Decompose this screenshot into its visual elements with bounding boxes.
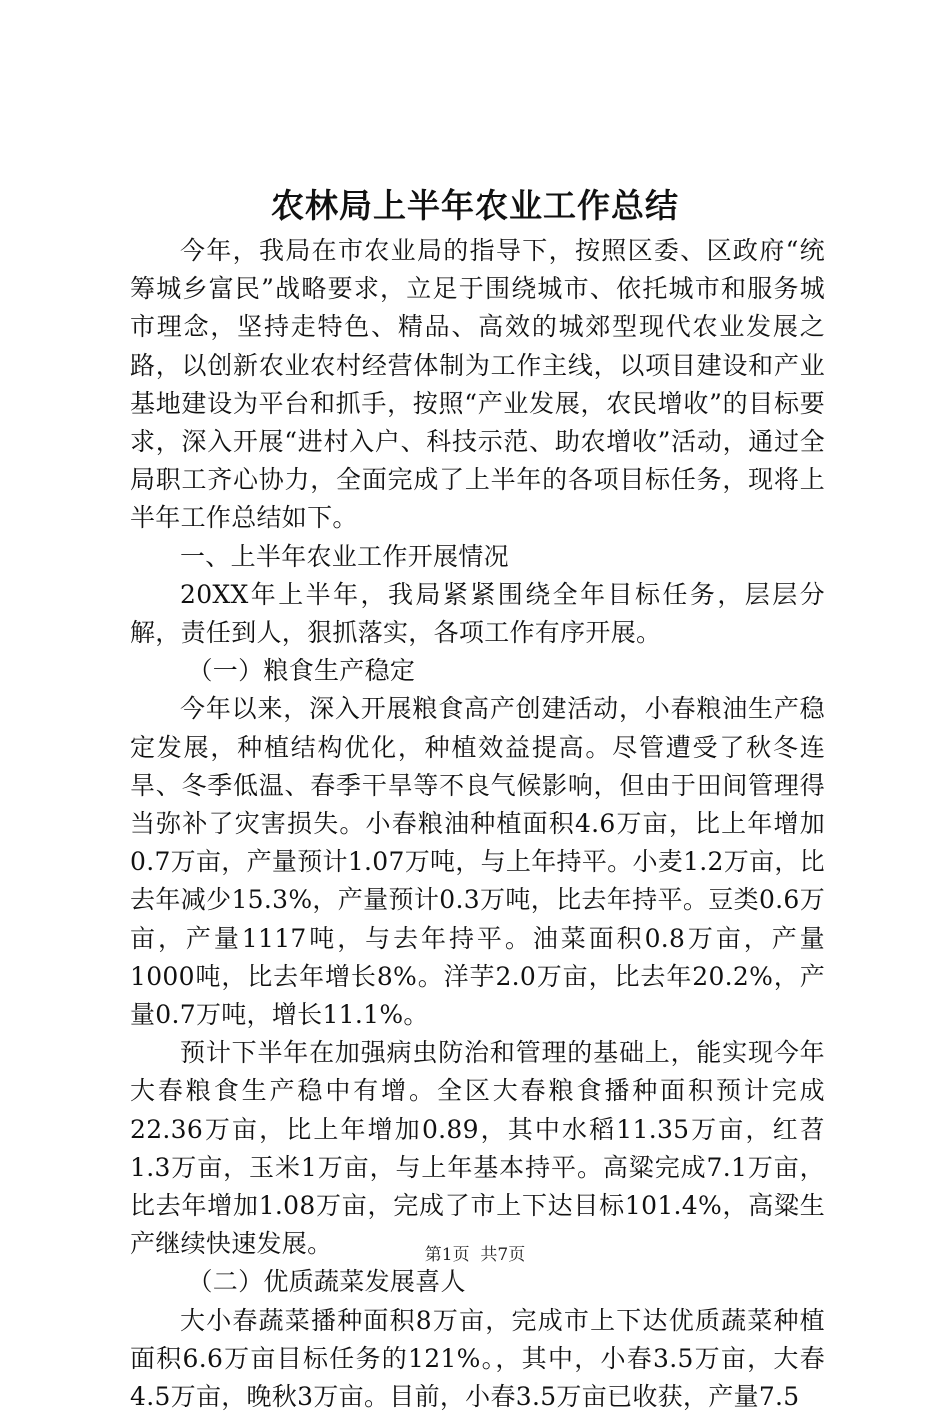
subsection-heading-vegetables: （二）优质蔬菜发展喜人: [187, 1267, 466, 1297]
subsection-heading-grain: （一）粮食生产稳定: [187, 656, 416, 686]
grain-paragraph-1: 今年以来，深入开展粮食高产创建活动，小春粮油生产稳定发展，种植结构优化，种植效益提高。尽管遭受了秋冬连旱、冬季低温、春季干旱等不良气候影响，但由于田间管理得当弥补了灾害损失。小春粮油种植面积4.6万亩，比上年增加0.7万亩，产量预计1.07万吨，与上年持平。小麦1.2万亩，比去年减少15.3%，产量预计0.3万吨，比去年持平。豆类0.6万亩，产量1117吨，与去年持平。油菜面积0.8万亩，产量1000吨，比去年增长8%。洋芋2.0万亩，比去年20.2%，产量0.7万吨，增长11.1%。: [130, 694, 825, 1030]
document-body: [130, 232, 825, 1416]
page-footer: [0, 1243, 950, 1267]
footer-spacer: [470, 1245, 481, 1265]
grain-paragraph-2: 预计下半年在加强病虫防治和管理的基础上，能实现今年大春粮食生产稳中有增。全区大春粮食播种面积预计完成22.36万亩，比上年增加0.89，其中水稻11.35万亩，红苕1.3万亩，玉米1万亩，与上年基本持平。高粱完成7.1万亩，比去年增加1.08万亩，完成了市上下达目标101.4%，高粱生产继续快速发展。: [130, 1038, 825, 1259]
vegetables-paragraph: 大小春蔬菜播种面积8万亩，完成市上下达优质蔬菜种植面积6.6万亩目标任务的121%。，其中，小春3.5万亩，大春4.5万亩，晚秋3万亩。目前，小春3.5万亩已收获，产量7.5: [130, 1305, 825, 1412]
page-number: 第1页: [424, 1245, 470, 1265]
page-count: 共7页: [480, 1245, 526, 1265]
document-title: 农林局上半年农业工作总结: [271, 186, 679, 225]
section-heading-1: 一、上半年农业工作开展情况: [180, 541, 509, 571]
overview-paragraph: 20XX年上半年，我局紧紧围绕全年目标任务，层层分解，责任到人，狠抓落实，各项工作有序开展。: [130, 579, 825, 648]
intro-paragraph: 今年，我局在市农业局的指导下，按照区委、区政府“统筹城乡富民”战略要求，立足于围绕城市、依托城市和服务城市理念，坚持走特色、精品、高效的城郊型现代农业发展之路，以创新农业农村经营体制为工作主线，以项目建设和产业基地建设为平台和抓手，按照“产业发展，农民增收”的目标要求，深入开展“进村入户、科技示范、助农增收”活动，通过全局职工齐心协力，全面完成了上半年的各项目标任务，现将上半年工作总结如下。: [130, 236, 825, 533]
